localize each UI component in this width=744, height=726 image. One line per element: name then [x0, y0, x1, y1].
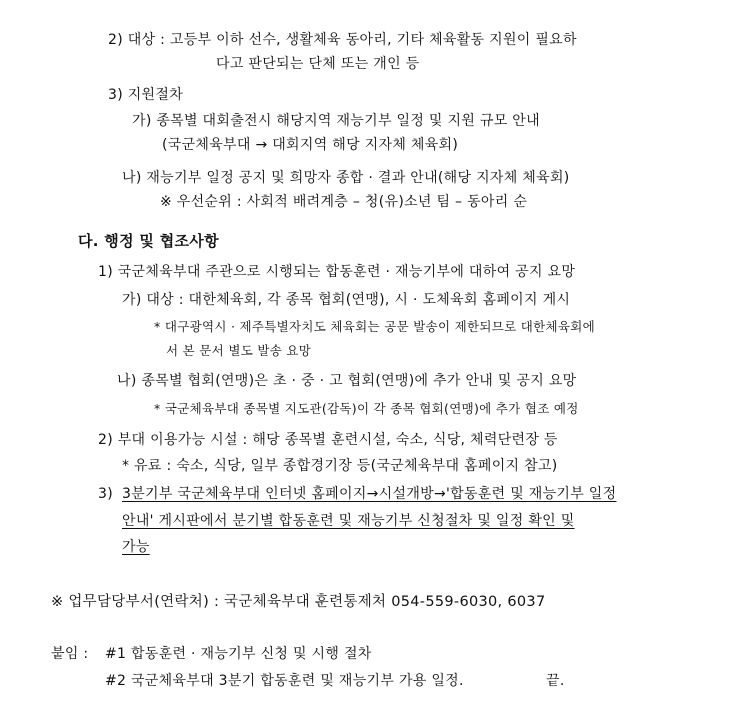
admin-item-3-line-2: 안내' 게시판에서 분기별 합동훈련 및 재능기부 신청절차 및 일정 확인 및	[122, 513, 575, 529]
admin-item-1-na: 나) 종목별 협회(연맹)은 초 · 중 · 고 협회(연맹)에 추가 안내 및 공지 요망	[117, 373, 577, 389]
attachment-item-1: #1 합동훈련 · 재능기부 신청 및 시행 절차	[105, 646, 372, 662]
procedure-heading: 3) 지원절차	[108, 87, 184, 103]
end-mark: 끝.	[546, 673, 565, 689]
attachments-label: 붙임 :	[51, 646, 89, 662]
admin-item-3-number: 3)	[98, 486, 113, 502]
procedure-na-line-1: 나) 재능기부 일정 공지 및 희망자 종합 · 결과 안내(해당 지자체 체육회)	[122, 170, 570, 186]
admin-item-3-line-3: 가능	[122, 539, 150, 555]
procedure-ga-line-2: (국군체육부대 → 대회지역 해당 지자체 체육회)	[162, 137, 459, 153]
contact-info: ※ 업무담당부서(연락처) : 국군체육부대 훈련통제처 054-559-6030, 6037	[51, 594, 546, 610]
admin-item-1-ga: 가) 대상 : 대한체육회, 각 종목 협회(연맹), 시 · 도체육회 홈페이지 게시	[122, 292, 571, 308]
target-line-2: 다고 판단되는 단체 또는 개인 등	[216, 56, 420, 72]
attachment-item-2: #2 국군체육부대 3분기 합동훈련 및 재능기부 가용 일정.	[105, 673, 464, 689]
admin-item-1-ga-note-line-2: 서 본 문서 별도 발송 요망	[166, 343, 312, 358]
admin-item-3-line-1: 3분기부 국군체육부대 인터넷 홈페이지→시설개방→'합동훈련 및 재능기부 일정	[122, 486, 617, 502]
admin-item-2-note: * 유료 : 숙소, 식당, 일부 종합경기장 등(국군체육부대 홈페이지 참고)	[122, 458, 558, 474]
admin-item-1-na-note: * 국군체육부대 종목별 지도관(감독)이 각 종목 협회(연맹)에 추가 협조 예정	[154, 401, 579, 416]
procedure-ga-line-1: 가) 종목별 대회출전시 해당지역 재능기부 일정 및 지원 규모 안내	[132, 113, 540, 129]
admin-section-heading: 다. 행정 및 협조사항	[78, 232, 219, 250]
procedure-na-line-2: ※ 우선순위 : 사회적 배려계층 – 청(유)소년 팀 – 동아리 순	[160, 194, 528, 210]
admin-item-2: 2) 부대 이용가능 시설 : 해당 종목별 훈련시설, 숙소, 식당, 체력단련장 등	[98, 432, 558, 448]
target-line-1: 2) 대상 : 고등부 이하 선수, 생활체육 동아리, 기타 체육활동 지원이 필요하	[108, 32, 577, 48]
admin-item-1: 1) 국군체육부대 주관으로 시행되는 합동훈련 · 재능기부에 대하여 공지 요망	[98, 264, 576, 280]
admin-item-1-ga-note-line-1: * 대구광역시 · 제주특별자치도 체육회는 공문 발송이 제한되므로 대한체육회에	[154, 319, 596, 334]
